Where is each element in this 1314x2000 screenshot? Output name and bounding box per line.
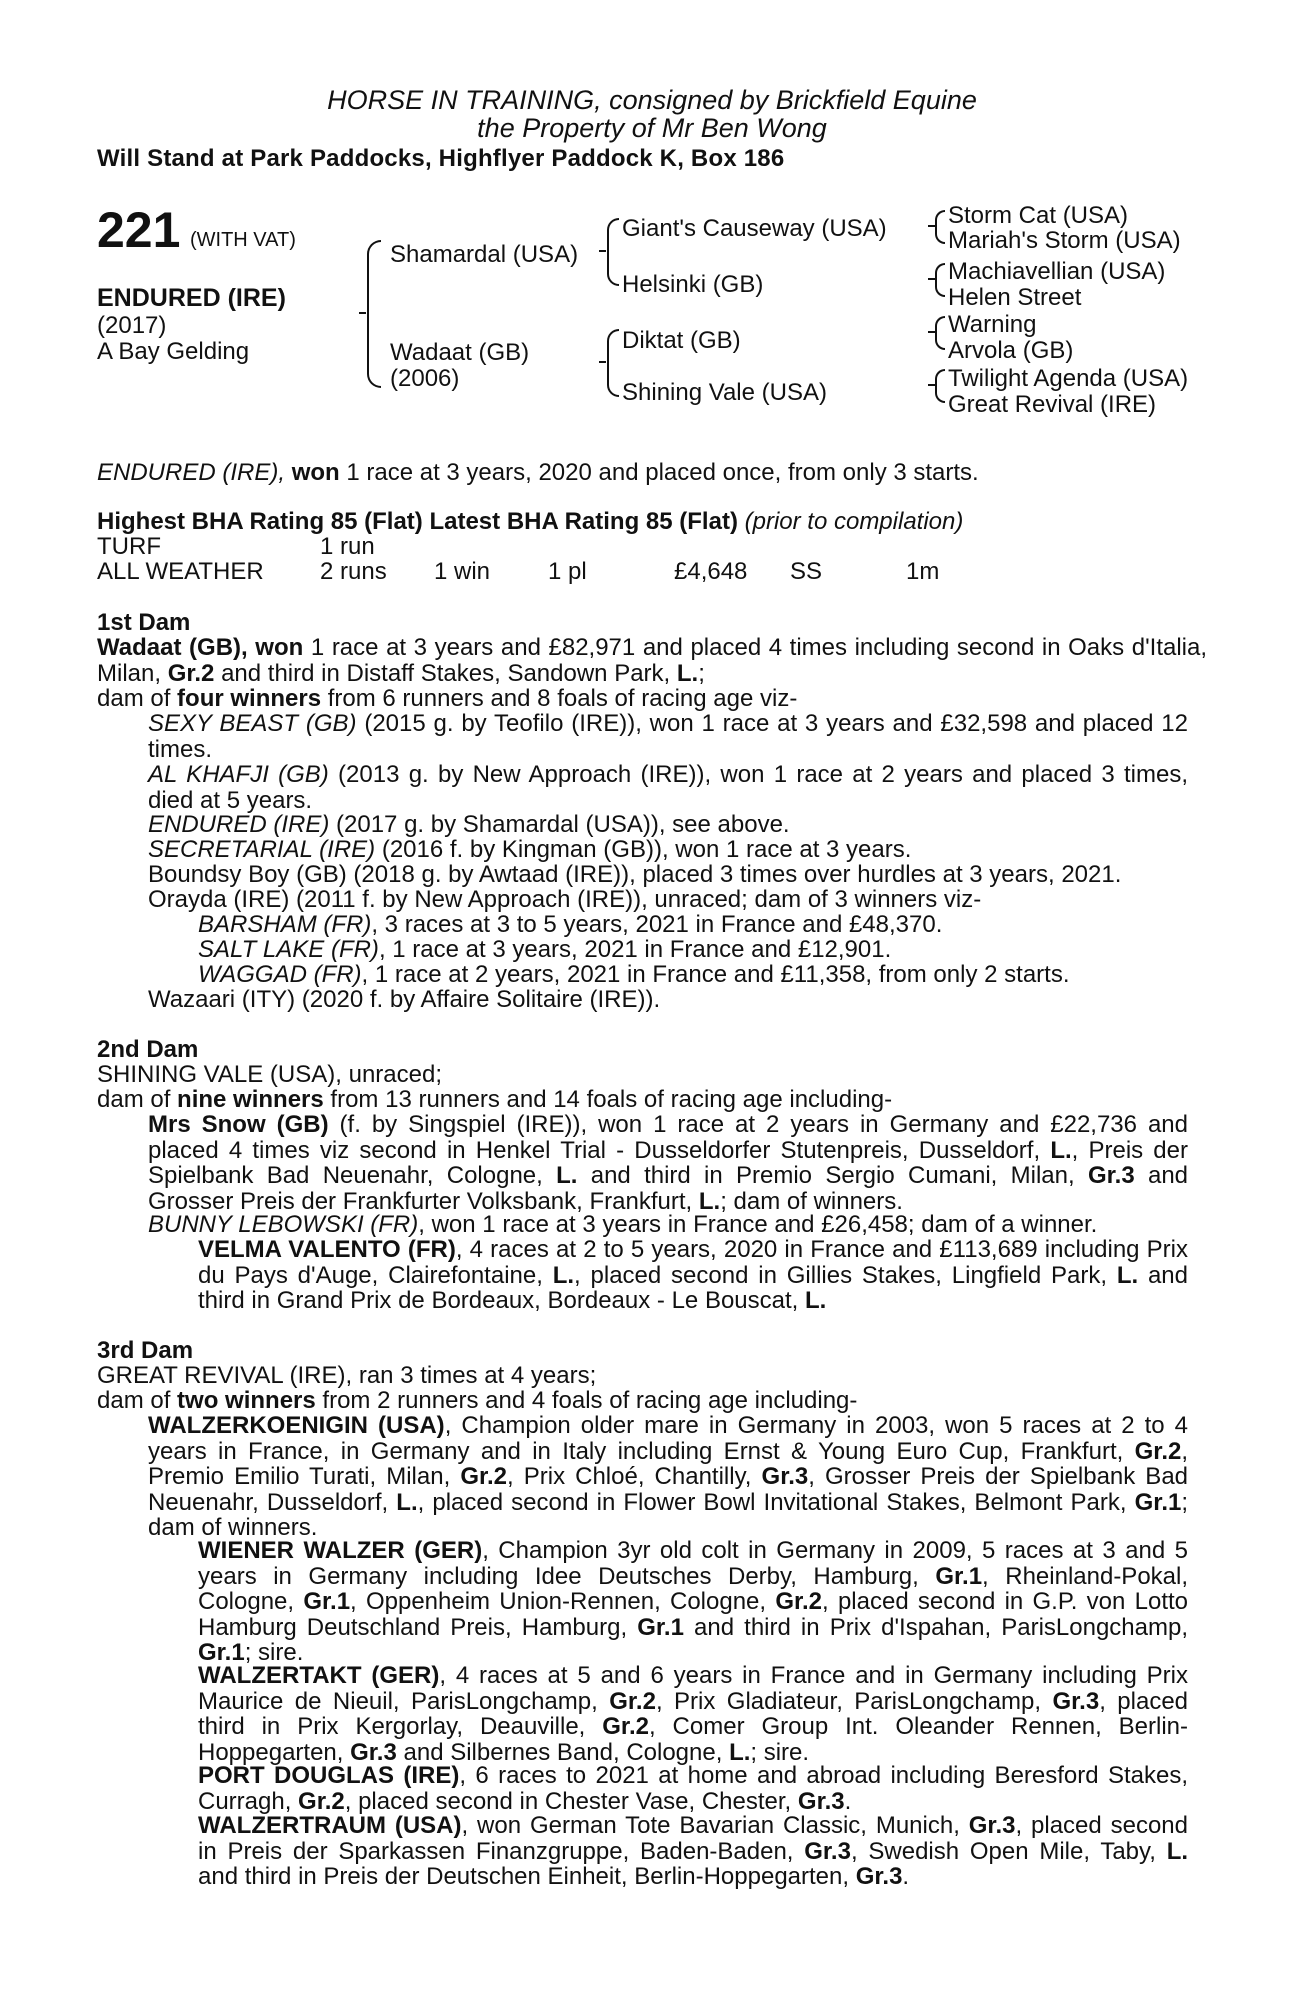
produce-entry: Wazaari (ITY) (2020 f. by Affaire Solitaire (IRE)).	[148, 986, 661, 1013]
race-summary	[97, 460, 1207, 486]
produce-entry: Boundsy Boy (GB) (2018 g. by Awtaad (IRE)), placed 3 times over hurdles at 3 years, 2021.	[148, 861, 1122, 888]
horse-description: A Bay Gelding	[97, 338, 250, 365]
aw-distance: 1m	[906, 558, 940, 585]
aw-label: ALL WEATHER	[97, 558, 264, 585]
bracket-point	[928, 331, 935, 333]
pedigree-sire-dam: Helsinki (GB)	[622, 271, 764, 298]
third-dam-produce: dam of two winners from 2 runners and 4 foals of racing age including-	[97, 1387, 858, 1414]
third-dam-heading: 3rd Dam	[97, 1337, 194, 1364]
bracket-point	[928, 225, 935, 227]
produce-entry: SECRETARIAL (IRE) (2016 f. by Kingman (GB)), won 1 race at 3 years.	[148, 836, 912, 863]
aw-wins: 1 win	[434, 558, 491, 585]
aw-going: SS	[790, 558, 823, 585]
first-dam-heading: 1st Dam	[97, 609, 191, 636]
summary-text: 1 race at 3 years, 2020 and placed once, from only 3 starts.	[346, 459, 979, 486]
produce-entry: AL KHAFJI (GB) (2013 g. by New Approach (IRE)), won 1 race at 2 years and placed 3 times, died at 5 years.	[148, 761, 1189, 814]
produce-sub-entry: BARSHAM (FR), 3 races at 3 to 5 years, 2021 in France and £48,370.	[198, 911, 943, 938]
turf-runs: 1 run	[320, 533, 375, 560]
summary-won: won	[291, 459, 340, 486]
aw-placed: 1 pl	[548, 558, 587, 585]
rating-note: (prior to compilation)	[744, 508, 964, 535]
produce-entry: Orayda (IRE) (2011 f. by New Approach (IRE)), unraced; dam of 3 winners viz-	[148, 886, 982, 913]
pedigree-dam: Wadaat (GB)	[390, 339, 530, 366]
turf-label: TURF	[97, 533, 161, 560]
pedigree-g6: Arvola (GB)	[948, 337, 1074, 364]
pedigree-bracket-g4	[935, 369, 945, 403]
produce-entry: SEXY BEAST (GB) (2015 g. by Teofilo (IRE)), won 1 race at 3 years and £32,598 and placed 12 times.	[148, 710, 1188, 763]
pedigree-g8: Great Revival (IRE)	[948, 391, 1157, 418]
pedigree-sire: Shamardal (USA)	[390, 241, 579, 268]
pedigree-g4: Helen Street	[948, 284, 1082, 311]
pedigree-dam-dam: Shining Vale (USA)	[622, 379, 827, 406]
bracket-point	[599, 250, 606, 252]
summary-name: ENDURED (IRE),	[97, 459, 286, 486]
consignor-line: HORSE IN TRAINING, consigned by Brickfield Equine	[327, 85, 977, 115]
pedigree-sire-sire: Giant's Causeway (USA)	[622, 215, 887, 242]
second-dam-produce: dam of nine winners from 13 runners and 14 foals of racing age including-	[97, 1086, 893, 1113]
owner-line: the Property of Mr Ben Wong	[477, 113, 827, 143]
bracket-point	[599, 361, 606, 363]
location-line: Will Stand at Park Paddocks, Highflyer Paddock K, Box 186	[97, 145, 785, 172]
pedigree-g2: Mariah's Storm (USA)	[948, 227, 1181, 254]
pedigree-g3: Machiavellian (USA)	[948, 258, 1166, 285]
pedigree-bracket-main	[367, 240, 381, 388]
produce-entry: BUNNY LEBOWSKI (FR), won 1 race at 3 years in France and £26,458; dam of a winner.	[148, 1211, 1098, 1238]
produce-sub-entry: WAGGAD (FR), 1 race at 2 years, 2021 in France and £11,358, from only 2 starts.	[198, 961, 1070, 988]
rating-bold: Highest BHA Rating 85 (Flat) Latest BHA Rating 85 (Flat)	[97, 508, 738, 535]
pedigree-bracket-sire	[607, 218, 619, 286]
produce-sub-entry: WALZERTAKT (GER), 4 races at 5 and 6 years in France and in Germany including Prix Maurice de Nieuil, ParisLongchamp, Gr.2, Prix Gladiateur, ParisLongchamp, Gr.3, placed third in Prix Kergorlay, Deauville, Gr.2, Comer Group Int. Oleander Rennen, Berlin-Hoppegarten, Gr.3 and Silbernes Band, Cologne, L.; sire.	[198, 1662, 1189, 1766]
pedigree-bracket-g2	[935, 263, 945, 297]
pedigree-bracket-dam	[607, 329, 619, 397]
third-dam-intro: GREAT REVIVAL (IRE), ran 3 times at 4 years;	[97, 1362, 597, 1389]
bracket-point	[928, 384, 935, 386]
pedigree-bracket-g3	[935, 316, 945, 350]
produce-sub-entry: WALZERTRAUM (USA), won German Tote Bavarian Classic, Munich, Gr.3, placed second in Preis der Sparkassen Finanzgruppe, Baden-Baden, Gr.3, Swedish Open Mile, Taby, L. and third in Preis der Deutschen Einheit, Berlin-Hoppegarten, Gr.3.	[198, 1812, 1189, 1890]
aw-runs: 2 runs	[320, 558, 387, 585]
produce-sub-entry: PORT DOUGLAS (IRE), 6 races to 2021 at home and abroad including Beresford Stakes, Curragh, Gr.2, placed second in Chester Vase, Chester, Gr.3.	[198, 1762, 1189, 1815]
horse-year: (2017)	[97, 312, 167, 339]
pedigree-g7: Twilight Agenda (USA)	[948, 365, 1189, 392]
produce-entry: ENDURED (IRE) (2017 g. by Shamardal (USA)), see above.	[148, 811, 790, 838]
lot-number: 221	[97, 202, 181, 258]
produce-sub-entry: VELMA VALENTO (FR), 4 races at 2 to 5 years, 2020 in France and £113,689 including Prix du Pays d'Auge, Clairefontaine, L., placed second in Gillies Stakes, Lingfield Park, L. and third in Grand Prix de Bordeaux, Bordeaux - Le Bouscat, L.	[198, 1236, 1188, 1314]
pedigree-g1: Storm Cat (USA)	[948, 202, 1129, 229]
bracket-point	[928, 278, 935, 280]
produce-entry: WALZERKOENIGIN (USA), Champion older mare in Germany in 2003, won 5 races at 2 to 4 years in France, in Germany and in Italy including Ernst & Young Euro Cup, Frankfurt, Gr.2, Premio Emilio Turati, Milan, Gr.2, Prix Chloé, Chantilly, Gr.3, Grosser Preis der Spielbank Bad Neuenahr, Dusseldorf, L., placed second in Flower Bowl Invitational Stakes, Belmont Park, Gr.1; dam of winners.	[148, 1412, 1189, 1541]
first-dam-intro: Wadaat (GB), won 1 race at 3 years and £82,971 and placed 4 times including second in Oaks d'Italia, Milan, Gr.2 and third in Distaff Stakes, Sandown Park, L.;	[97, 634, 1208, 687]
produce-sub-entry: SALT LAKE (FR), 1 race at 3 years, 2021 in France and £12,901.	[198, 936, 892, 963]
pedigree-dam-year: (2006)	[390, 365, 460, 392]
bracket-point	[359, 312, 366, 314]
pedigree-g5: Warning	[948, 311, 1037, 338]
produce-entry: Mrs Snow (GB) (f. by Singspiel (IRE)), won 1 race at 2 years in Germany and £22,736 and placed 4 times viz second in Henkel Trial - Dusseldorfer Stutenpreis, Dusseldorf, L., Preis der Spielbank Bad Neuenahr, Cologne, L. and third in Premio Sergio Cumani, Milan, Gr.3 and Grosser Preis der Frankfurter Volksbank, Frankfurt, L.; dam of winners.	[148, 1111, 1189, 1215]
pedigree-dam-sire: Diktat (GB)	[622, 327, 741, 354]
bha-rating	[97, 509, 1207, 535]
aw-prize: £4,648	[674, 558, 748, 585]
produce-sub-entry: WIENER WALZER (GER), Champion 3yr old colt in Germany in 2009, 5 races at 3 and 5 years in Germany including Idee Deutsches Derby, Hamburg, Gr.1, Rheinland-Pokal, Cologne, Gr.1, Oppenheim Union-Rennen, Cologne, Gr.2, placed second in G.P. von Lotto Hamburg Deutschland Preis, Hamburg, Gr.1 and third in Prix d'Ispahan, ParisLongchamp, Gr.1; sire.	[198, 1537, 1189, 1666]
second-dam-heading: 2nd Dam	[97, 1036, 199, 1063]
second-dam-intro: SHINING VALE (USA), unraced;	[97, 1061, 442, 1088]
vat-note: (WITH VAT)	[190, 229, 296, 251]
horse-name: ENDURED (IRE)	[97, 284, 286, 312]
pedigree-bracket-g1	[935, 210, 945, 244]
first-dam-produce: dam of four winners from 6 runners and 8 foals of racing age viz-	[97, 685, 798, 712]
